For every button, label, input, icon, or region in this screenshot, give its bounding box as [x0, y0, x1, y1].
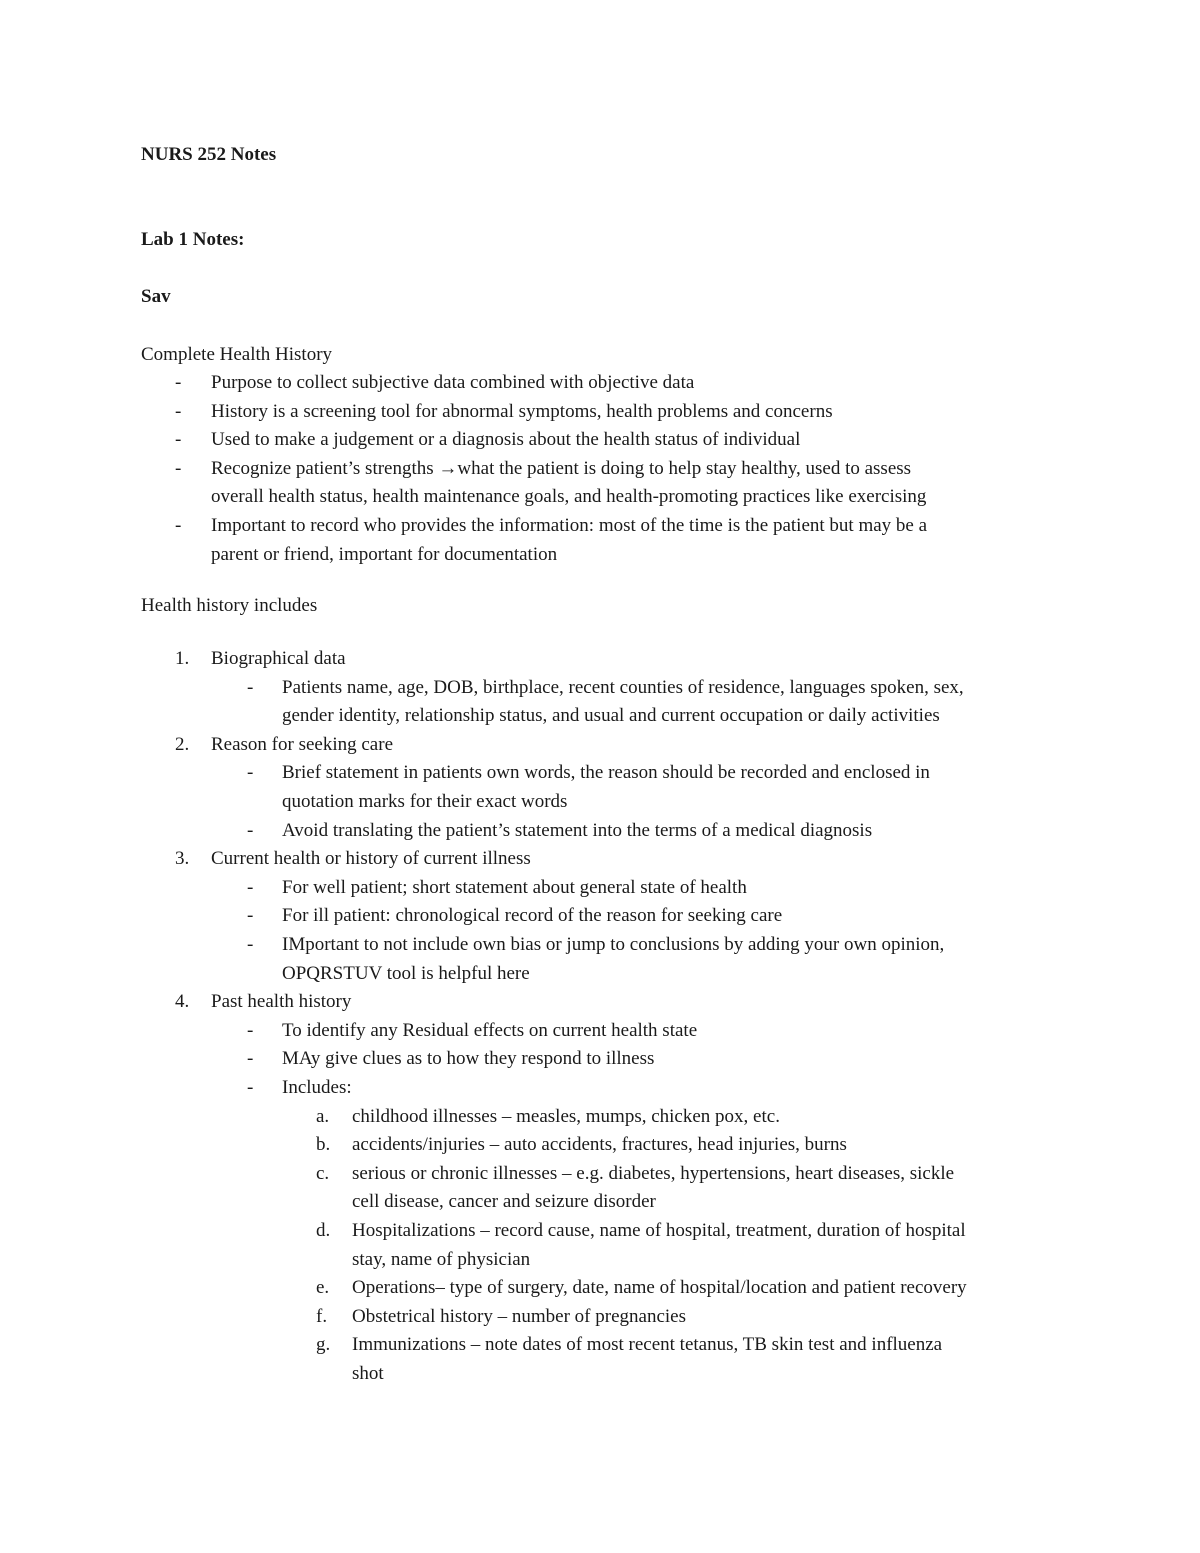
sub-bullet-marker: - [247, 1019, 254, 1041]
list-number: 2. [175, 733, 190, 755]
lettered-text-line: shot [352, 1363, 384, 1384]
sub-bullet-marker: - [247, 676, 254, 698]
sub-bullet-text-line: To identify any Residual effects on current health state [282, 1019, 698, 1041]
bullet-text-line: parent or friend, important for documentation [211, 543, 558, 565]
sub-bullet-text-line: For ill patient: chronological record of the reason for seeking care [282, 905, 783, 927]
bullet-marker: - [175, 515, 182, 536]
bullet-marker: - [175, 429, 182, 451]
list-number: 4. [175, 991, 190, 1013]
bullet-marker: - [175, 372, 182, 393]
sub-bullet-marker: - [247, 819, 254, 841]
lettered-text-line: Immunizations – note dates of most recent tetanus, TB skin test and influenza [352, 1334, 943, 1356]
lettered-marker: f. [316, 1305, 328, 1327]
lab-heading: Lab 1 Notes: [141, 229, 245, 250]
sub-bullet-text-line: OPQRSTUV tool is helpful here [282, 962, 530, 984]
bullet-marker: - [175, 457, 182, 479]
author-name: Sav [141, 286, 171, 307]
section-heading-complete-history: Complete Health History [141, 344, 333, 365]
sub-bullet-marker: - [247, 905, 254, 927]
bullet-text-line: History is a screening tool for abnormal symptoms, health problems and concerns [211, 400, 833, 422]
lettered-marker: c. [316, 1162, 330, 1184]
lettered-text-line: Obstetrical history – number of pregnancies [352, 1305, 686, 1327]
sub-bullet-text-line: gender identity, relationship status, and usual and current occupation or daily activities [282, 705, 940, 727]
sub-bullet-text-line: quotation marks for their exact words [282, 791, 568, 812]
bullet-text-line: overall health status, health maintenance goals, and health-promoting practices like exercising [211, 486, 927, 508]
lettered-marker: g. [316, 1334, 331, 1356]
sub-bullet-marker: - [247, 934, 254, 955]
sub-bullet-text-line: Avoid translating the patient’s statement into the terms of a medical diagnosis [282, 819, 873, 841]
bullet-marker: - [175, 400, 182, 422]
sub-bullet-text-line: Patients name, age, DOB, birthplace, recent counties of residence, languages spoken, sex, [282, 676, 964, 698]
bullet-text-line: Important to record who provides the information: most of the time is the patient but may be a [211, 515, 928, 536]
list-item-label: Reason for seeking care [211, 733, 394, 755]
sub-bullet-text-line: Includes: [282, 1077, 352, 1098]
lettered-marker: b. [316, 1134, 331, 1156]
bullet-text-line: Recognize patient’s strengths →what the patient is doing to help stay healthy, used to assess [211, 457, 912, 479]
lettered-text-line: cell disease, cancer and seizure disorder [352, 1191, 656, 1213]
lettered-text-line: Operations– type of surgery, date, name of hospital/location and patient recovery [352, 1277, 967, 1299]
section-heading-includes: Health history includes [141, 595, 318, 616]
sub-bullet-marker: - [247, 1048, 254, 1070]
bullet-text-line: Purpose to collect subjective data combined with objective data [211, 372, 695, 393]
bullet-text-line: Used to make a judgement or a diagnosis about the health status of individual [211, 429, 801, 451]
sub-bullet-text-line: Brief statement in patients own words, the reason should be recorded and enclosed in [282, 762, 930, 784]
sub-bullet-text-line: IMportant to not include own bias or jump to conclusions by adding your own opinion, [282, 934, 945, 955]
lettered-text-line: accidents/injuries – auto accidents, fractures, head injuries, burns [352, 1134, 847, 1156]
list-item-label: Biographical data [211, 648, 346, 669]
list-item-label: Current health or history of current illness [211, 848, 531, 870]
lettered-text-line: Hospitalizations – record cause, name of hospital, treatment, duration of hospital [352, 1220, 966, 1241]
list-number: 3. [175, 848, 190, 870]
sub-bullet-marker: - [247, 1077, 254, 1098]
sub-bullet-marker: - [247, 762, 254, 784]
lettered-marker: a. [316, 1105, 330, 1127]
lettered-marker: e. [316, 1277, 330, 1299]
lettered-text-line: stay, name of physician [352, 1248, 531, 1270]
lettered-text-line: serious or chronic illnesses – e.g. diabetes, hypertensions, heart diseases, sickle [352, 1162, 955, 1184]
sub-bullet-marker: - [247, 876, 254, 898]
lettered-marker: d. [316, 1220, 331, 1241]
sub-bullet-text-line: MAy give clues as to how they respond to illness [282, 1048, 655, 1070]
list-item-label: Past health history [211, 991, 352, 1013]
document-title: NURS 252 Notes [141, 144, 277, 165]
lettered-text-line: childhood illnesses – measles, mumps, chicken pox, etc. [352, 1105, 780, 1127]
list-number: 1. [175, 648, 190, 669]
sub-bullet-text-line: For well patient; short statement about general state of health [282, 876, 747, 898]
